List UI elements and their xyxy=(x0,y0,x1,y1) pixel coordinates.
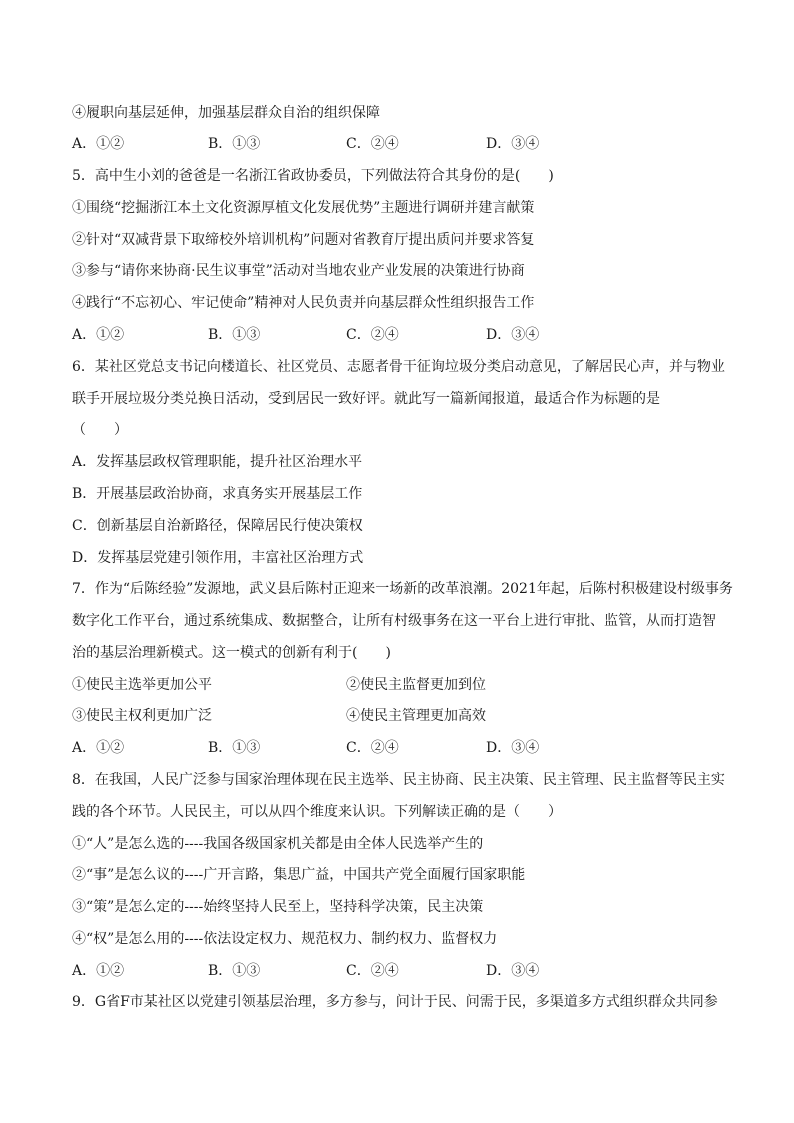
q7-statement-4: ④使民主管理更加高效 xyxy=(346,708,486,724)
q4-option-a: A．①② xyxy=(72,136,125,152)
q7-stem-line-1: 7．作为“后陈经验”发源地，武义县后陈村正迎来一场新的改革浪潮。2021年起，后陈村积极建设村级事务 xyxy=(72,581,733,597)
q8-statement-2: ②“事”是怎么议的----广开言路，集思广益，中国共产党全面履行国家职能 xyxy=(72,867,526,883)
q8-option-d: D．③④ xyxy=(486,963,540,979)
q4-option-b: B．①③ xyxy=(208,136,261,152)
q4-option-d: D．③④ xyxy=(486,136,540,152)
q8-statement-3: ③“策”是怎么定的----始终坚持人民至上，坚持科学决策，民主决策 xyxy=(72,899,484,915)
q5-option-c: C．②④ xyxy=(346,327,399,343)
q6-stem-line-1: 6．某社区党总支书记向楼道长、社区党员、志愿者骨干征询垃圾分类启动意见，了解居民心声，并与物业 xyxy=(72,359,725,375)
q8-option-c: C．②④ xyxy=(346,963,399,979)
q8-option-b: B．①③ xyxy=(208,963,261,979)
q5-statement-3: ③参与“请你来协商·民生议事堂”活动对当地农业产业发展的决策进行协商 xyxy=(72,263,525,279)
q5-option-d: D．③④ xyxy=(486,327,540,343)
q5-statement-2: ②针对“双减背景下取缔校外培训机构”问题对省教育厅提出质问并要求答复 xyxy=(72,232,535,248)
q8-statement-1: ①“人”是怎么选的----我国各级国家机关都是由全体人民选举产生的 xyxy=(72,836,484,852)
q5-statement-1: ①围绕“挖掘浙江本土文化资源厚植文化发展优势”主题进行调研并建言献策 xyxy=(72,200,535,216)
q5-stem: 5．高中生小刘的爸爸是一名浙江省政协委员，下列做法符合其身份的是( ) xyxy=(72,168,554,184)
q6-option-b: B．开展基层政治协商，求真务实开展基层工作 xyxy=(72,486,363,502)
q8-statement-4: ④“权”是怎么用的----依法设定权力、规范权力、制约权力、监督权力 xyxy=(72,931,498,947)
q6-option-a: A．发挥基层政权管理职能，提升社区治理水平 xyxy=(72,454,363,470)
q5-option-b: B．①③ xyxy=(208,327,261,343)
q6-option-d: D．发挥基层党建引领作用，丰富社区治理方式 xyxy=(72,550,364,566)
q7-statement-2: ②使民主监督更加到位 xyxy=(346,677,486,693)
q7-stem-line-2: 数字化工作平台，通过系统集成、数据整合，让所有村级事务在这一平台上进行审批、监管，从而打造智 xyxy=(72,613,716,629)
q7-option-b: B．①③ xyxy=(208,740,261,756)
q8-stem-line-1: 8．在我国，人民广泛参与国家治理体现在民主选举、民主协商、民主决策、民主管理、民主监督等民主实 xyxy=(72,772,725,788)
q7-statement-1: ①使民主选举更加公平 xyxy=(72,677,212,693)
q7-option-c: C．②④ xyxy=(346,740,399,756)
q7-option-d: D．③④ xyxy=(486,740,540,756)
q5-option-a: A．①② xyxy=(72,327,125,343)
q8-option-a: A．①② xyxy=(72,963,125,979)
q9-stem-line-1: 9．G省F市某社区以党建引领基层治理，多方参与，问计于民、问需于民，多渠道多方式组织群众共同参 xyxy=(72,994,718,1010)
q7-stem-line-3: 治的基层治理新模式。这一模式的创新有利于( ) xyxy=(72,645,391,661)
q8-stem-line-2: 践的各个环节。人民民主，可以从四个维度来认识。下列解读正确的是（ ） xyxy=(72,804,562,820)
q7-statement-3: ③使民主权利更加广泛 xyxy=(72,708,212,724)
q4-option-c: C．②④ xyxy=(346,136,399,152)
q6-stem-line-3: （ ） xyxy=(72,422,128,438)
q6-option-c: C．创新基层自治新路径，保障居民行使决策权 xyxy=(72,518,363,534)
q5-statement-4: ④践行“不忘初心、牢记使命”精神对人民负责并向基层群众性组织报告工作 xyxy=(72,295,535,311)
q6-stem-line-2: 联手开展垃圾分类兑换日活动，受到居民一致好评。就此写一篇新闻报道，最适合作为标题的是 xyxy=(72,391,660,407)
q4-statement-4: ④履职向基层延伸，加强基层群众自治的组织保障 xyxy=(72,105,380,121)
q7-option-a: A．①② xyxy=(72,740,125,756)
